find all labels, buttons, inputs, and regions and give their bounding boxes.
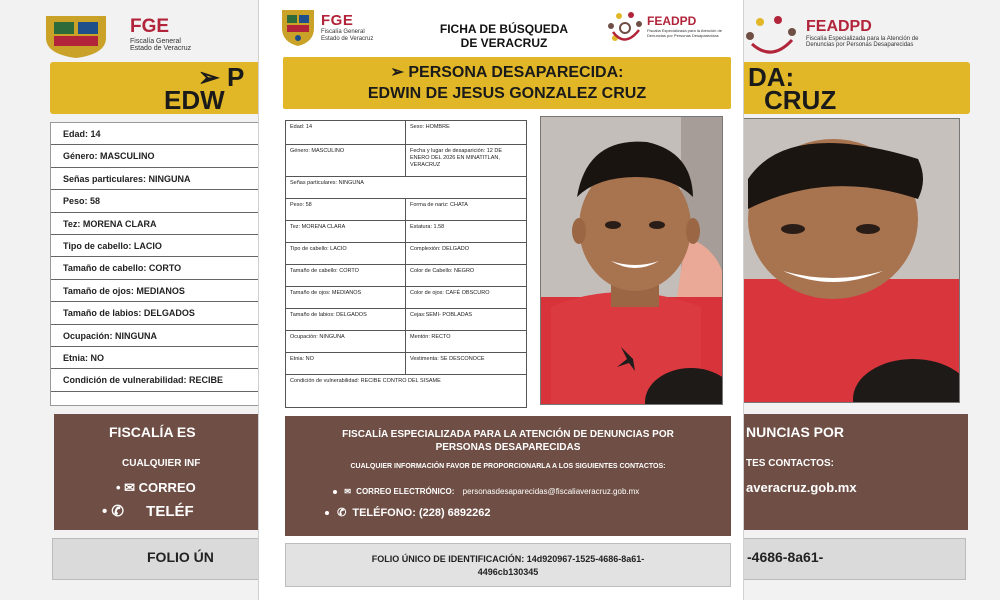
info-cell-right: Fecha y lugar de desaparición: 12 DE ENERO DEL 2026 EN MINATITLAN, VERACRUZ xyxy=(410,148,503,168)
info-cell-left: Tamaño de cabello: CORTO xyxy=(286,265,406,286)
email-contact xyxy=(333,487,639,496)
fge-subtitle-2: Estado de Veracruz xyxy=(321,36,374,42)
info-cell: Condición de vulnerabilidad: RECIBE CONTRO DEL SISAME xyxy=(290,378,441,384)
bg-right-brown-heading: NUNCIAS POR xyxy=(746,424,845,440)
bg-left-brown-heading: FISCALÍA ES xyxy=(109,424,196,440)
background-zoomed-left xyxy=(0,0,262,600)
veracruz-seal-icon xyxy=(279,8,317,48)
bg-left-folio-text: FOLIO ÚN xyxy=(147,549,214,565)
info-cell-right: Mentón: RECTO xyxy=(410,334,451,340)
info-cell-right: Forma de nariz: CHATA xyxy=(410,202,468,208)
info-row xyxy=(286,287,526,309)
info-cell-right: Color de ojos: CAFÉ OBSCURO xyxy=(410,290,490,296)
feadpd-people-icon xyxy=(605,10,645,50)
info-row xyxy=(286,221,526,243)
banner-line1 xyxy=(283,62,731,82)
folio-line2: 4496cb130345 xyxy=(477,567,539,577)
info-cell-right: Vestimenta: SE DESCONOCE xyxy=(410,356,485,362)
info-row xyxy=(286,177,526,199)
fge-name: FGE xyxy=(321,12,354,29)
veracruz-seal-icon xyxy=(40,12,120,58)
bg-left-brown-sub: CUALQUIER INF xyxy=(122,458,201,469)
info-cell-left: Edad: 14 xyxy=(286,121,406,144)
bg-left-phone-icon: • ✆ xyxy=(102,503,124,520)
bg-left-info-row: Condición de vulnerabilidad: RECIBE xyxy=(51,369,262,391)
bg-right-feadpd-subtitle-1: Fiscalía Especializada para la Atención de xyxy=(806,36,919,42)
bg-left-info-row: Etnia: NO xyxy=(51,347,262,369)
info-cell: Señas particulares: NINGUNA xyxy=(290,180,364,186)
page-title-line1: FICHA DE BÚSQUEDA xyxy=(439,22,569,36)
search-flyer xyxy=(258,0,744,600)
contact-subheading: CUALQUIER INFORMACIÓN FAVOR DE PROPORCIONARLA A LOS SIGUIENTES CONTACTOS: xyxy=(350,463,666,470)
info-cell-left: Ocupación: NINGUNA xyxy=(286,331,406,352)
info-cell-left: Peso: 58 xyxy=(286,199,406,220)
person-photo xyxy=(540,116,723,405)
bg-right-banner-line1: DA: xyxy=(748,62,795,92)
banner-heading: PERSONA DESAPARECIDA: xyxy=(408,64,624,81)
feadpd-subtitle: Fiscalía Especializada para la Atención de Denuncias por Personas Desaparecidas xyxy=(647,28,722,38)
info-row xyxy=(286,331,526,353)
email-label: CORREO ELECTRÓNICO: xyxy=(356,487,455,496)
bg-left-contact-box xyxy=(54,414,262,530)
info-cell-right: Color de Cabello: NEGRO xyxy=(410,268,475,274)
info-cell-left: Tez: MORENA CLARA xyxy=(286,221,406,242)
info-row xyxy=(286,353,526,375)
phone-number[interactable]: TELÉFONO: (228) 6892262 xyxy=(352,507,491,519)
bullet-icon xyxy=(325,511,329,515)
bg-left-info-row: Tipo de cabello: LACIO xyxy=(51,235,262,257)
bg-left-info-row: Señas particulares: NINGUNA xyxy=(51,168,262,190)
info-cell-left: Etnia: NO xyxy=(286,353,406,374)
info-row xyxy=(286,309,526,331)
phone-contact xyxy=(325,506,491,519)
bg-left-banner xyxy=(50,62,262,114)
bg-left-info-row: Tamaño de ojos: MEDIANOS xyxy=(51,280,262,302)
contact-heading-line2: PERSONAS DESAPARECIDAS xyxy=(435,442,581,453)
person-info-table xyxy=(285,120,527,408)
boy-photo-zoom-icon xyxy=(743,119,960,403)
bg-left-info-row: Tamaño de labios: DELGADOS xyxy=(51,302,262,324)
bg-right-feadpd-subtitle-2: Denuncias por Personas Desaparecidas xyxy=(806,42,914,48)
info-cell-right: Complexión: DELGADO xyxy=(410,246,469,252)
bg-right-logo xyxy=(742,10,1000,60)
bg-left-info-row: Tez: MORENA CLARA xyxy=(51,213,262,235)
info-row xyxy=(286,243,526,265)
feadpd-people-icon xyxy=(742,14,802,60)
bg-left-brown-phone-label: TELÉF xyxy=(146,503,194,520)
info-cell-right: Estatura: 1.58 xyxy=(410,224,445,230)
bg-right-brown-email: averacruz.gob.mx xyxy=(746,480,857,495)
person-name: EDWIN DE JESUS GONZALEZ CRUZ xyxy=(367,85,647,102)
info-cell-left: Tipo de cabello: LACIO xyxy=(286,243,406,264)
bg-right-photo xyxy=(742,118,960,403)
contact-heading-line1: FISCALÍA ESPECIALIZADA PARA LA ATENCIÓN DE DENUNCIAS POR xyxy=(342,429,674,440)
info-cell-left: Tamaño de labios: DELGADOS xyxy=(286,309,406,330)
bg-left-info-row: Edad: 14 xyxy=(51,123,262,145)
feadpd-logo xyxy=(605,10,740,50)
boy-photo-icon xyxy=(541,117,723,405)
email-link[interactable]: personasdesaparecidas@fiscaliaveracruz.gob.mx xyxy=(462,487,640,496)
folio-box xyxy=(285,543,731,587)
bg-right-contact-box xyxy=(742,414,968,530)
info-row xyxy=(286,121,526,145)
feadpd-name: FEADPD xyxy=(647,14,697,28)
bg-left-info-table xyxy=(50,122,262,406)
bg-right-feadpd-name: FEADPD xyxy=(806,18,872,35)
missing-person-banner xyxy=(283,57,731,109)
bg-right-folio xyxy=(742,538,966,580)
info-row xyxy=(286,265,526,287)
info-row xyxy=(286,145,526,177)
phone-icon: ✆ xyxy=(337,507,347,519)
bg-left-folio xyxy=(52,538,262,580)
bg-right-banner-line2: CRUZ xyxy=(764,85,837,115)
info-cell-right: Sexo: HOMBRE xyxy=(410,124,450,130)
bg-left-banner-line2: EDW xyxy=(164,85,225,115)
contact-box xyxy=(285,416,731,536)
bg-left-fge-subtitle-1: Fiscalía General xyxy=(130,38,181,45)
bg-left-info-row: Tamaño de cabello: CORTO xyxy=(51,257,262,279)
page-title-line2: DE VERACRUZ xyxy=(460,36,548,50)
info-cell-right: Cejas:SEMI- POBLADAS xyxy=(410,312,473,318)
info-cell-left: Género: MASCULINO xyxy=(286,145,406,176)
bg-right-banner xyxy=(742,62,970,114)
info-cell-left: Tamaño de ojos: MEDIANOS xyxy=(286,287,406,308)
info-row xyxy=(286,199,526,221)
arrow-icon: ➢ xyxy=(390,64,404,81)
fge-subtitle-1: Fiscalía General xyxy=(321,29,365,35)
bg-left-banner-line1: ➢ P xyxy=(198,62,245,92)
bg-left-brown-phone xyxy=(102,502,194,520)
bg-left-fge-subtitle-2: Estado de Veracruz xyxy=(130,45,192,52)
bg-right-folio-text: -4686-8a61- xyxy=(747,549,824,565)
bg-left-info-row: Ocupación: NINGUNA xyxy=(51,325,262,347)
bg-left-brown-email: • ✉ CORREO xyxy=(116,480,196,495)
bg-right-brown-sub: TES CONTACTOS: xyxy=(746,458,834,469)
folio-line1: FOLIO ÚNICO DE IDENTIFICACIÓN: 14d920967-1525-4686-8a61- xyxy=(371,554,645,564)
bullet-icon xyxy=(333,490,337,494)
bg-left-logo xyxy=(0,10,262,60)
info-row xyxy=(286,375,526,399)
bg-left-info-row: Género: MASCULINO xyxy=(51,145,262,167)
contact-heading xyxy=(285,428,731,454)
background-zoomed-right xyxy=(742,0,1000,600)
page-title xyxy=(419,22,589,50)
bg-left-info-row: Peso: 58 xyxy=(51,190,262,212)
fge-logo xyxy=(279,8,389,50)
envelope-icon: ✉ xyxy=(344,487,351,496)
bg-left-fge-name: FGE xyxy=(130,16,170,37)
